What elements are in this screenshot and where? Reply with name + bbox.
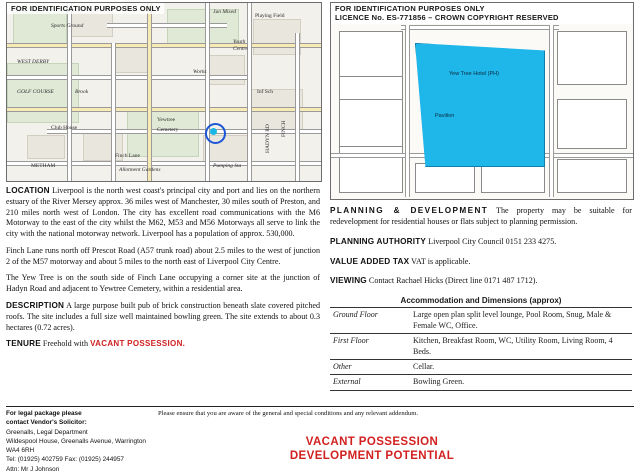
- location-paragraph: [6, 186, 320, 240]
- site-plot-outline: [415, 43, 545, 167]
- solicitor-line-2: Wildespool House, Greenalls Avenue, Warrington WA4 6RH: [6, 437, 146, 455]
- solicitor-line-1: Greenalls, Legal Department: [6, 428, 88, 436]
- site-plan-banner: [331, 3, 632, 24]
- description-paragraph: [6, 301, 320, 333]
- accommodation-floor: Ground Floor: [330, 308, 410, 334]
- yew-tree-paragraph: The Yew Tree is on the south side of Finch Lane occupying a corner site at the junction of Hadyn Road and adjacent to Yewtree Cemetery, within a residential area.: [6, 273, 320, 294]
- planning-development-paragraph: [330, 206, 632, 228]
- solicitor-line-4: Attn: Mr J Johnson: [6, 465, 60, 473]
- site-marker-dot: [210, 128, 217, 135]
- map-identification-banner: FOR IDENTIFICATION PURPOSES ONLY: [7, 3, 164, 14]
- tenure-heading: TENURE: [6, 339, 41, 349]
- accommodation-detail: Cellar.: [410, 359, 632, 374]
- accommodation-detail: Large open plan split level lounge, Pool Room, Snug, Male & Female WC, Office.: [410, 308, 632, 334]
- left-text-block: [6, 186, 320, 356]
- planning-development-heading: PLANNING & DEVELOPMENT: [330, 206, 489, 215]
- accommodation-floor: First Floor: [330, 334, 410, 360]
- plot-building-label: Yew Tree Hotel (PH): [449, 71, 499, 77]
- solicitor-intro-line2: contact Vendor's Solicitor:: [6, 419, 87, 427]
- viewing-heading: VIEWING: [330, 276, 367, 286]
- accommodation-detail: Kitchen, Breakfast Room, WC, Utility Room, Living Room, 4 Beds.: [410, 334, 632, 360]
- development-potential-line2: DEVELOPMENT POTENTIAL: [289, 450, 455, 463]
- footer: [6, 406, 634, 473]
- right-text-block: [330, 206, 632, 391]
- table-row: [330, 334, 632, 360]
- location-map[interactable]: [6, 2, 322, 182]
- planning-authority-body: Liverpool City Council 0151 233 4275.: [428, 236, 557, 246]
- viewing-body: Contact Rachael Hicks (Direct line 0171 487 1712).: [368, 276, 538, 286]
- finch-lane-paragraph: Finch Lane runs north off Prescot Road (A57 trunk road) about 2.5 miles to the west of junction 2 of the M57 motorway and about 5 miles to the north east of Liverpool City Centre.: [6, 245, 320, 266]
- accommodation-title: Accommodation and Dimensions (approx): [400, 296, 562, 306]
- accommodation-table: [330, 307, 632, 390]
- map-street-network: Jun Mixed Playing Field Youth Centre WEST DERBY GOLF COURSE Club House Yewtree Cemetery Brook Finch Lane METHAM Inf Sch HADYN RD FINCH Works Sports Ground Allotment Gardens Pumping Sta: [7, 3, 321, 181]
- site-plan-banner-line2: LICENCE No. ES-771856 – CROWN COPYRIGHT RESERVED: [335, 13, 559, 23]
- tenure-body: Freehold with: [42, 339, 91, 349]
- table-row: [330, 375, 632, 390]
- right-column: [330, 2, 634, 464]
- planning-development-body: The property may be suitable for redevelopment for residential houses or flats subject to planning permission.: [330, 206, 632, 226]
- accommodation-floor: External: [330, 375, 410, 390]
- location-body: Liverpool is the north west coast's principal city and port and lies on the northern estuary of the River Mersey approx. 36 miles west of Manchester, 30 miles south of Preston, and 210 miles north west of London. The city has excellent road communications with the M6 Motorway to the east of the city whilst the M62, M53 and M56 Motorways all serve to link the city with the national motorway network. Liverpool has a population of approx. 530,000.: [6, 186, 320, 239]
- solicitor-block: [6, 409, 156, 474]
- site-plan-banner-line1: FOR IDENTIFICATION PURPOSES ONLY: [335, 4, 485, 13]
- vat-heading: VALUE ADDED TAX: [330, 256, 410, 266]
- vacant-possession-line1: VACANT POSSESSION: [305, 436, 439, 448]
- location-heading: LOCATION: [6, 186, 50, 195]
- vat-body: VAT is applicable.: [411, 256, 471, 266]
- planning-authority-paragraph: [330, 237, 632, 248]
- description-heading: DESCRIPTION: [6, 300, 65, 310]
- accommodation-detail: Bowling Green.: [410, 375, 632, 390]
- conditions-notice: Please ensure that you are aware of the general and special conditions and any relevant addendum.: [158, 410, 418, 417]
- tenure-paragraph: [6, 339, 320, 350]
- vacant-possession-banner: [252, 435, 492, 463]
- planning-authority-heading: PLANNING AUTHORITY: [330, 236, 427, 246]
- pavilion-label: Pavilion: [435, 113, 455, 119]
- tenure-vacant-possession: VACANT POSSESSION.: [90, 339, 186, 349]
- solicitor-line-3: Tel: (01925) 402759 Fax: (01925) 244957: [6, 456, 124, 464]
- left-column: [6, 2, 322, 464]
- site-plan[interactable]: [330, 2, 634, 200]
- accommodation-floor: Other: [330, 359, 410, 374]
- table-row: [330, 308, 632, 334]
- viewing-paragraph: [330, 276, 632, 287]
- table-row: [330, 359, 632, 374]
- vat-paragraph: [330, 257, 632, 268]
- description-body: A large purpose built pub of brick construction beneath slate covered pitched roofs. The site includes a full size well maintained bowling green. The site extends to about 0.3 hectares (0.72 acres).: [6, 300, 321, 332]
- solicitor-intro-line1: For legal package please: [6, 410, 82, 417]
